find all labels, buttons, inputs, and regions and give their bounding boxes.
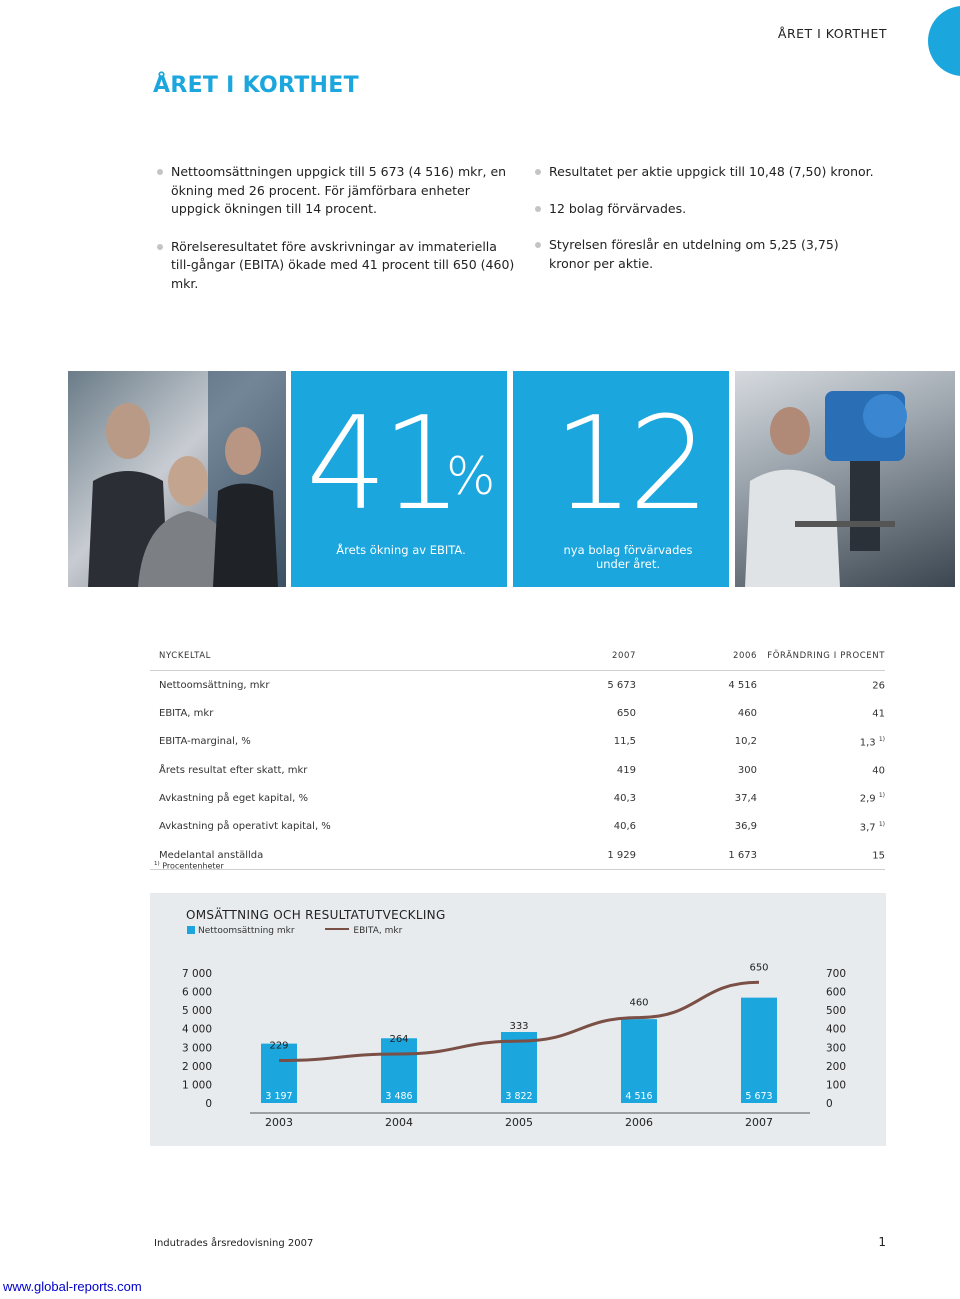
value-2006: 10,2 [734, 736, 757, 748]
page-title: ÅRET I KORTHET [153, 73, 359, 98]
value-2006: 300 [737, 764, 757, 776]
revenue-bar [741, 998, 777, 1103]
column-header: 2006 [636, 648, 757, 671]
row-label: Avkastning på eget kapital, % [159, 792, 308, 804]
value-change [757, 756, 885, 784]
left-axis-tick-label: 1 000 [181, 1079, 212, 1092]
percent-sign: % [446, 447, 496, 507]
ebita-point-label: 333 [509, 1021, 529, 1033]
x-axis-category-label: 2006 [625, 1116, 653, 1129]
footnote-text: Procentenheter [162, 861, 224, 871]
row-label: Avkastning på operativt kapital, % [159, 821, 331, 833]
table-row [150, 671, 885, 700]
footer-report-name: Indutrades årsredovisning 2007 [154, 1238, 314, 1249]
ebita-point-label: 229 [269, 1040, 289, 1052]
left-axis-tick-label: 0 [205, 1098, 212, 1110]
footnote-mark: 1) [878, 792, 885, 800]
change-value: 3,7 [859, 821, 876, 833]
ebita-point-label: 650 [749, 962, 769, 974]
table-row [150, 728, 885, 756]
section-label: ÅRET I KORTHET [777, 26, 887, 41]
chart-title: OMSÄTTNING OCH RESULTATUTVECKLING [186, 908, 446, 922]
x-axis-category-label: 2007 [745, 1116, 773, 1129]
column-header: 2007 [556, 648, 636, 671]
left-axis-tick-label: 7 000 [181, 968, 212, 980]
row-label: Medelantal anställda [150, 841, 556, 870]
value-2007: 1 929 [556, 841, 636, 870]
right-axis-tick-label: 0 [826, 1098, 833, 1110]
bullet-item [157, 238, 517, 294]
table-row [150, 841, 885, 870]
right-axis-tick-label: 700 [826, 968, 847, 980]
revenue-ebita-chart [150, 893, 886, 1146]
highlight-banner [68, 371, 955, 587]
corner-decoration [928, 6, 960, 76]
footnote-mark: 1) [154, 861, 160, 867]
bullet-item [535, 163, 875, 182]
change-value: 2,9 [859, 793, 876, 805]
legend-label-revenue: Nettoomsättning mkr [198, 926, 295, 936]
right-axis-tick-label: 200 [826, 1060, 847, 1073]
value-change [757, 813, 885, 841]
left-axis-tick-label: 3 000 [181, 1042, 212, 1055]
row-label: EBITA, mkr [159, 707, 214, 719]
ebita-highlight-tile [291, 371, 507, 587]
right-axis-tick-label: 500 [826, 1005, 847, 1018]
value-2007: 40,6 [613, 821, 636, 833]
right-axis-tick-label: 100 [826, 1079, 847, 1092]
value-2006: 4 516 [728, 679, 757, 691]
left-axis-tick-label: 2 000 [181, 1060, 212, 1073]
change-value: 41 [872, 708, 885, 720]
ebita-increase-value: 41 [306, 390, 457, 539]
watermark-link[interactable]: www.global-reports.com [3, 1279, 142, 1294]
x-axis-category-label: 2005 [505, 1116, 533, 1129]
revenue-bar-label: 4 516 [625, 1091, 653, 1102]
revenue-bar-label: 5 673 [745, 1091, 773, 1102]
revenue-bar-label: 3 197 [265, 1091, 293, 1102]
row-label: Årets resultat efter skatt, mkr [159, 764, 308, 776]
value-2006: 36,9 [734, 821, 757, 833]
value-2007: 650 [616, 707, 636, 719]
value-2006: 1 673 [636, 841, 757, 870]
right-axis-tick-label: 300 [826, 1042, 847, 1055]
revenue-bar-label: 3 486 [385, 1091, 413, 1102]
value-2006: 460 [737, 707, 757, 719]
bullet-dot-icon [535, 206, 541, 212]
bullet-dot-icon [535, 169, 541, 175]
table-row [150, 756, 885, 784]
legend-label-ebita: EBITA, mkr [353, 926, 403, 936]
table-row [150, 784, 885, 812]
photo-workshop [735, 371, 955, 587]
bullet-item [535, 236, 875, 273]
value-2007: 40,3 [613, 792, 636, 804]
change-value: 26 [872, 680, 885, 692]
right-axis-tick-label: 600 [826, 986, 847, 999]
ebita-point-label: 264 [389, 1033, 409, 1045]
change-value: 15 [872, 850, 885, 862]
bullet-dot-icon [535, 242, 541, 248]
bullet-list-right [535, 163, 875, 291]
column-header: FÖRÄNDRING I PROCENT [757, 648, 885, 671]
value-2007: 11,5 [613, 736, 636, 748]
acquisitions-caption: nya bolag förvärvades under året. [563, 543, 693, 571]
ebita-caption: Årets ökning av EBITA. [336, 543, 466, 557]
bullet-text: 12 bolag förvärvades. [549, 200, 687, 216]
left-axis-tick-label: 5 000 [181, 1005, 212, 1018]
x-axis-category-label: 2003 [265, 1116, 293, 1129]
value-change [757, 699, 885, 727]
value-change [757, 841, 885, 870]
bullet-dot-icon [157, 244, 163, 250]
footnote-mark: 1) [878, 735, 885, 743]
bullet-dot-icon [157, 169, 163, 175]
chart-plot [150, 893, 886, 1146]
key-figures-table [150, 648, 885, 870]
value-2007: 419 [616, 764, 636, 776]
change-value: 40 [872, 765, 885, 777]
bullet-item [157, 163, 517, 219]
ebita-point-label: 460 [629, 997, 649, 1009]
bullet-item [535, 200, 875, 219]
table-footnote [154, 861, 224, 871]
value-change [757, 728, 885, 756]
table-header-row [150, 648, 885, 671]
left-axis-tick-label: 6 000 [181, 986, 212, 999]
table-row [150, 699, 885, 727]
revenue-bar-label: 3 822 [505, 1091, 533, 1102]
bullet-text: Resultatet per aktie uppgick till 10,48 (7,50) kronor. [549, 164, 874, 179]
right-axis-tick-label: 400 [826, 1023, 847, 1036]
column-header: NYCKELTAL [150, 648, 556, 671]
acquisitions-highlight-tile [513, 371, 729, 587]
left-axis-tick-label: 4 000 [181, 1023, 212, 1036]
bullet-text: Nettoomsättningen uppgick till 5 673 (4 516) mkr, en ökning med 26 procent. För jämförbara enheter uppgick ökningen till 14 procent. [171, 164, 507, 216]
value-2007: 5 673 [607, 679, 636, 691]
page-number: 1 [878, 1235, 886, 1249]
table-row [150, 813, 885, 841]
footnote-mark: 1) [878, 820, 885, 828]
bullet-list-left [157, 163, 517, 312]
photo-trade-fair [68, 371, 286, 587]
change-value: 1,3 [859, 736, 876, 748]
x-axis-category-label: 2004 [385, 1116, 413, 1129]
value-2006: 37,4 [734, 792, 757, 804]
row-label: Nettoomsättning, mkr [159, 679, 270, 691]
row-label: EBITA-marginal, % [159, 736, 251, 748]
bullet-text: Styrelsen föreslår en utdelning om 5,25 (3,75) kronor per aktie. [549, 237, 839, 271]
acquisitions-value: 12 [553, 390, 704, 539]
value-change [757, 784, 885, 812]
bullet-text: Rörelseresultatet före avskrivningar av immateriella till-gångar (EBITA) ökade med 41 procent till 650 (460) mkr. [171, 238, 515, 291]
value-change [757, 671, 885, 700]
